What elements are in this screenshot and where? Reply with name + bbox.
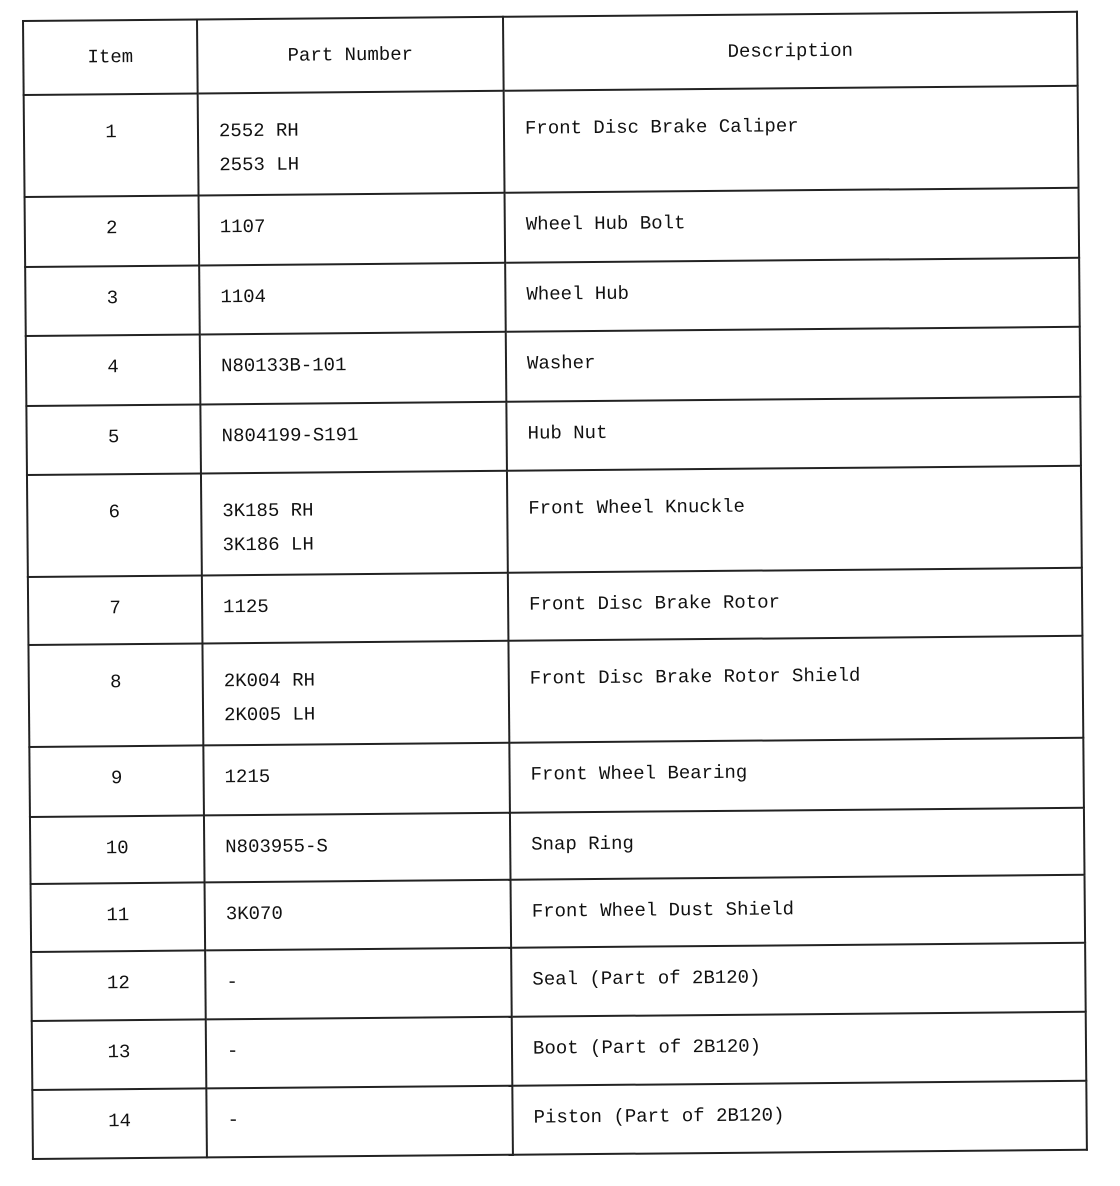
part-number: 2K005 LH — [223, 703, 316, 727]
description-cell: Hub Nut — [506, 397, 1081, 471]
item-number-cell: 11 — [31, 882, 206, 952]
part-number-cell — [206, 1017, 513, 1089]
part-number-cell — [205, 880, 512, 951]
description-cell: Front Wheel Dust Shield — [511, 875, 1086, 948]
description-cell: Front Disc Brake Rotor — [508, 568, 1083, 641]
part-number-cell — [199, 193, 506, 266]
part-number: - — [226, 971, 238, 994]
item-number-cell: 14 — [32, 1088, 207, 1159]
item-number-cell: 12 — [31, 950, 206, 1021]
header-part-number: Part Number — [197, 17, 504, 94]
description-cell: Front Disc Brake Caliper — [504, 86, 1079, 193]
part-number: N803955-S — [225, 835, 328, 859]
table-row — [32, 1012, 1087, 1090]
part-number-cell — [204, 813, 511, 883]
header-description: Description — [503, 12, 1078, 91]
description-cell: Snap Ring — [510, 808, 1085, 880]
item-number-cell: 1 — [24, 93, 199, 197]
table-row — [24, 86, 1079, 197]
table-row — [29, 738, 1084, 817]
table-row — [28, 568, 1083, 645]
part-number: 1215 — [224, 765, 271, 789]
item-number-cell: 4 — [26, 334, 201, 406]
part-number-cell — [202, 573, 509, 644]
table-body — [24, 86, 1087, 1159]
table-row — [26, 397, 1081, 475]
table-row — [26, 327, 1081, 406]
item-number-cell: 2 — [25, 195, 200, 267]
table-row — [32, 1081, 1087, 1159]
item-number-cell: 3 — [25, 265, 200, 336]
part-number-cell — [206, 1086, 513, 1158]
description-cell: Piston (Part of 2B120) — [512, 1081, 1087, 1155]
table-row — [28, 636, 1083, 747]
item-number-cell: 5 — [26, 404, 201, 475]
parts-table-sheet — [22, 11, 1088, 1160]
part-number: 1107 — [219, 215, 266, 239]
description-cell: Wheel Hub — [505, 258, 1080, 332]
item-number-cell: 7 — [28, 575, 203, 645]
description-cell: Washer — [506, 327, 1081, 402]
description-cell: Front Disc Brake Rotor Shield — [508, 636, 1083, 743]
item-number-cell: 10 — [30, 815, 205, 884]
description-cell: Front Wheel Knuckle — [507, 466, 1082, 573]
description-cell: Wheel Hub Bolt — [505, 188, 1080, 263]
table-row — [25, 188, 1080, 267]
description-cell: Seal (Part of 2B120) — [511, 943, 1086, 1017]
part-number: 1125 — [223, 595, 269, 619]
parts-table — [22, 11, 1088, 1160]
part-number-cell — [199, 263, 506, 335]
item-number-cell: 6 — [27, 473, 202, 577]
part-number: 2K004 RH — [223, 669, 316, 693]
header-row — [23, 12, 1078, 95]
description-cell: Boot (Part of 2B120) — [512, 1012, 1087, 1086]
part-number: 2552 RH — [218, 119, 299, 143]
part-number: - — [227, 1109, 240, 1132]
part-number: 2553 LH — [219, 153, 300, 177]
part-number: 3K186 LH — [222, 533, 314, 557]
part-number: - — [226, 1040, 239, 1063]
part-number-cell — [202, 641, 509, 746]
item-number-cell: 13 — [32, 1019, 207, 1090]
description-cell: Front Wheel Bearing — [509, 738, 1084, 813]
part-number: 3K070 — [225, 902, 283, 926]
table-row — [25, 258, 1080, 336]
part-number: N80133B-101 — [220, 354, 347, 378]
table-row — [30, 808, 1085, 884]
part-number-cell — [205, 948, 512, 1020]
part-number-cell — [203, 743, 510, 816]
part-number-cell — [198, 91, 505, 196]
part-number: 1104 — [220, 285, 267, 309]
part-number: 3K185 RH — [222, 499, 314, 523]
header-item: Item — [23, 19, 198, 95]
part-number-cell — [200, 332, 507, 405]
part-number-cell — [200, 402, 507, 474]
item-number-cell: 8 — [28, 643, 203, 747]
item-number-cell: 9 — [29, 745, 204, 817]
table-row — [31, 875, 1086, 952]
table-row — [27, 466, 1082, 577]
part-number: N804199-S191 — [221, 424, 359, 448]
part-number-cell — [201, 471, 508, 576]
table-row — [31, 943, 1086, 1021]
